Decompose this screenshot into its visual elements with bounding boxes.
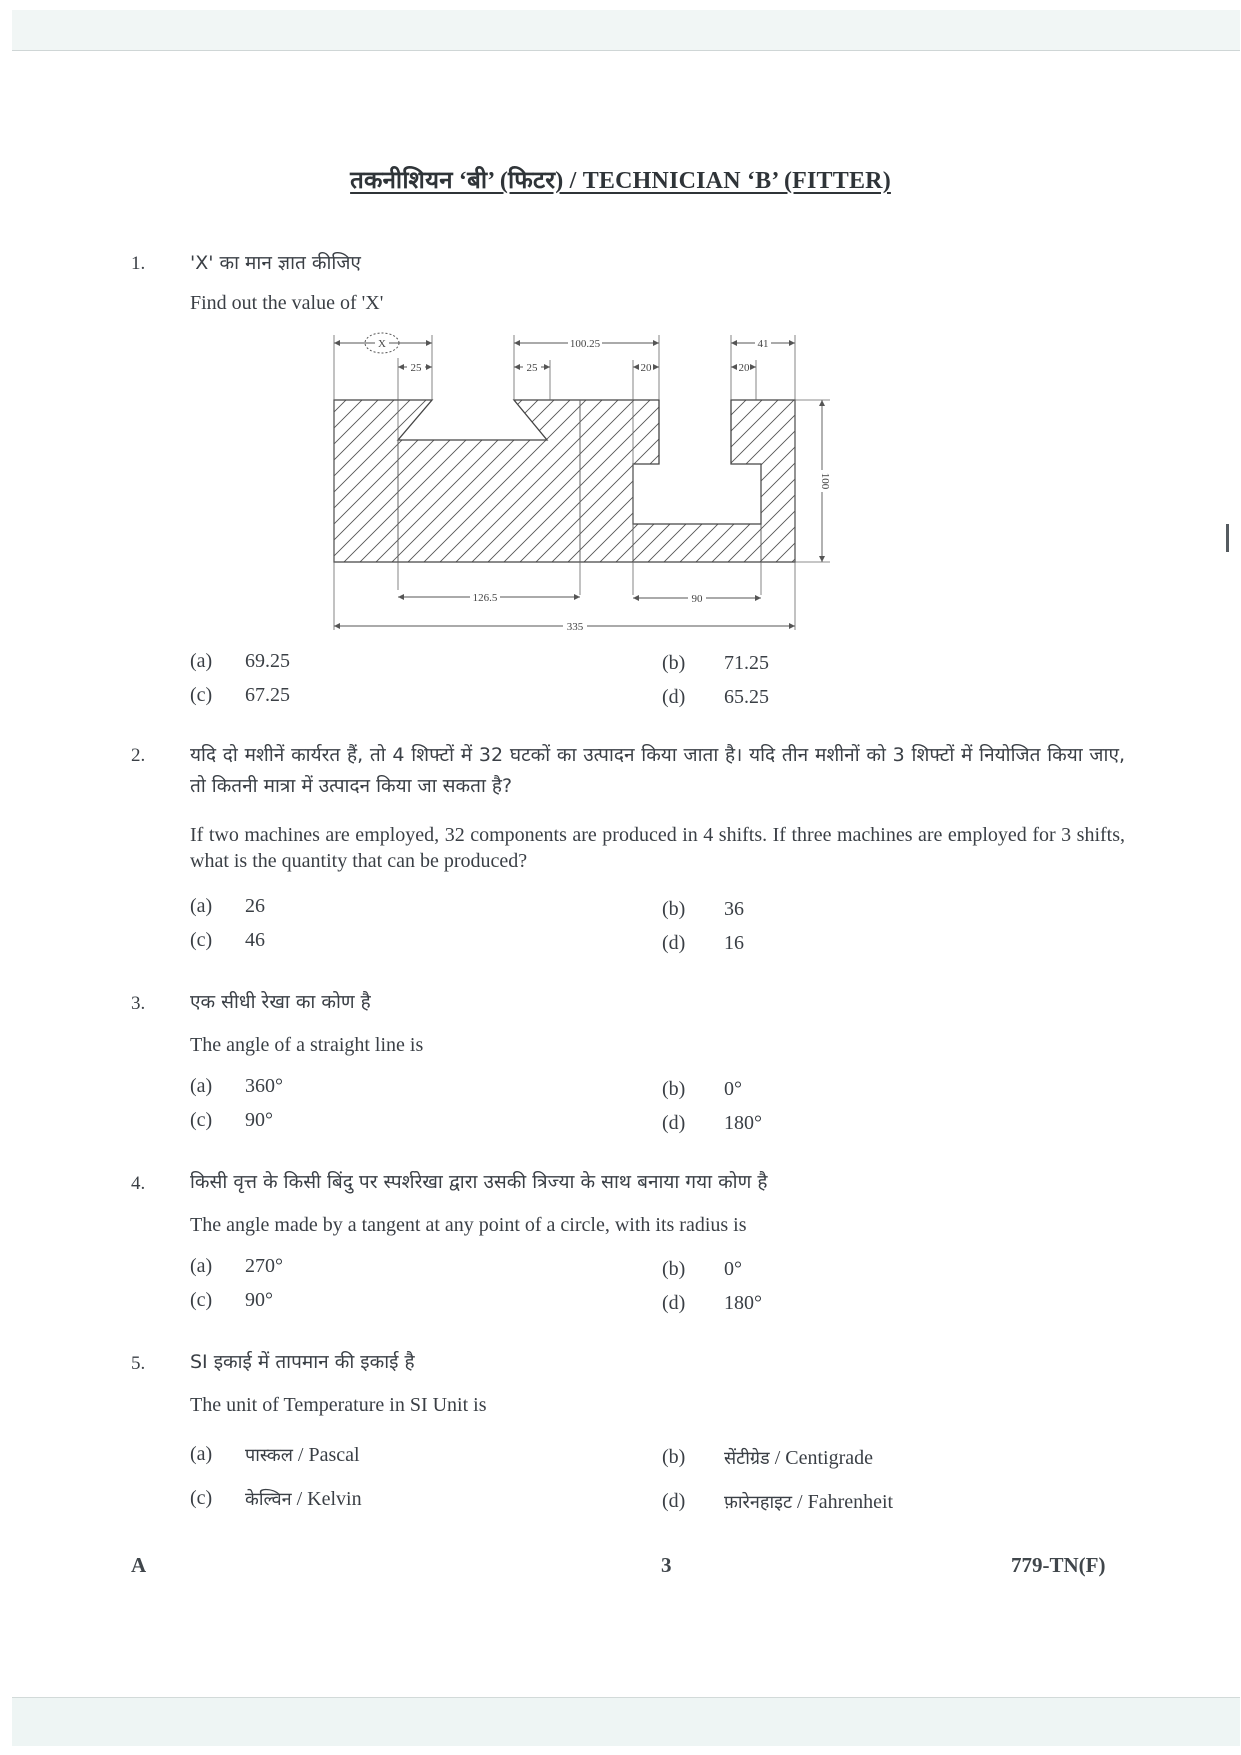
option-c[interactable]: (c) केल्विन / Kelvin (190, 1487, 362, 1510)
option-d[interactable]: (d) फ़ारेनहाइट / Fahrenheit (662, 1490, 894, 1513)
dim-bottom-right: 90 (691, 593, 703, 605)
page-title: तकनीशियन ‘बी’ (फिटर) / TECHNICIAN ‘B’ (FITTER) (350, 168, 891, 194)
question-number: 5. (131, 1353, 146, 1374)
option-d[interactable]: (d) 180° (662, 1292, 762, 1314)
option-b[interactable]: (b) 0° (662, 1078, 742, 1100)
question-english: The unit of Temperature in SI Unit is (190, 1394, 487, 1416)
dim-bottom-left: 126.5 (472, 592, 498, 604)
option-a[interactable]: (a) 360° (190, 1075, 283, 1097)
option-c[interactable]: (c) 90° (190, 1289, 273, 1311)
option-a[interactable]: (a) 69.25 (190, 650, 290, 672)
option-b[interactable]: (b) सेंटीग्रेड / Centigrade (662, 1446, 873, 1469)
option-b[interactable]: (b) 36 (662, 898, 744, 920)
engineering-drawing (320, 330, 920, 640)
dim-top-right-span: 41 (757, 338, 769, 350)
question-english: The angle made by a tangent at any point of a circle, with its radius is (190, 1214, 747, 1236)
dim-top-left-slot: 25 (410, 362, 422, 374)
question-hindi: 'X' का मान ज्ञात कीजिए (190, 252, 361, 274)
option-b[interactable]: (b) 0° (662, 1258, 742, 1280)
question-hindi: यदि दो मशीनें कार्यरत हैं, तो 4 शिफ्टों में 32 घटकों का उत्पादन किया जाता है। यदि तीन मशीनों को 3 शिफ्टों में नियोजित किया जाए, तो कितनी मात्रा में उत्पादन किया जा सकता है? (190, 744, 1125, 797)
question-english: If two machines are employed, 32 components are produced in 4 shifts. If three machines are employed for 3 shifts, what is the quantity that can be produced? (190, 824, 1125, 872)
dim-x-label: X (378, 338, 386, 350)
dim-height: 100 (819, 472, 831, 490)
dim-top-mid-span: 100.25 (569, 338, 601, 350)
option-d[interactable]: (d) 65.25 (662, 686, 769, 708)
option-a[interactable]: (a) पास्कल / Pascal (190, 1443, 360, 1466)
scan-edge-bottom (12, 1697, 1240, 1746)
footer-set: A (131, 1553, 147, 1577)
option-c[interactable]: (c) 46 (190, 929, 265, 951)
footer-paper-code: 779-TN(F) (1011, 1553, 1106, 1577)
dim-top-mid-right: 20 (640, 362, 652, 374)
footer-page-number: 3 (661, 1553, 672, 1577)
option-c[interactable]: (c) 67.25 (190, 684, 290, 706)
dim-overall-width: 335 (566, 621, 584, 633)
option-c[interactable]: (c) 90° (190, 1109, 273, 1131)
option-b[interactable]: (b) 71.25 (662, 652, 769, 674)
question-english: The angle of a straight line is (190, 1034, 424, 1056)
question-hindi: एक सीधी रेखा का कोण है (190, 991, 371, 1013)
question-number: 3. (131, 993, 146, 1014)
question-hindi: किसी वृत्त के किसी बिंदु पर स्पर्शरेखा द्वारा उसकी त्रिज्या के साथ बनाया गया कोण है (190, 1171, 768, 1193)
question-number: 2. (131, 745, 146, 766)
question-number: 1. (131, 253, 146, 274)
scan-edge-top (12, 10, 1240, 51)
question-number: 4. (131, 1173, 146, 1194)
dim-top-right-inner: 20 (738, 362, 750, 374)
question-english: Find out the value of 'X' (190, 292, 384, 314)
option-d[interactable]: (d) 180° (662, 1112, 762, 1134)
dim-top-mid-left: 25 (526, 362, 538, 374)
option-a[interactable]: (a) 26 (190, 895, 265, 917)
option-a[interactable]: (a) 270° (190, 1255, 283, 1277)
option-d[interactable]: (d) 16 (662, 932, 744, 954)
question-hindi: SI इकाई में तापमान की इकाई है (190, 1351, 415, 1373)
margin-mark (1226, 524, 1229, 552)
